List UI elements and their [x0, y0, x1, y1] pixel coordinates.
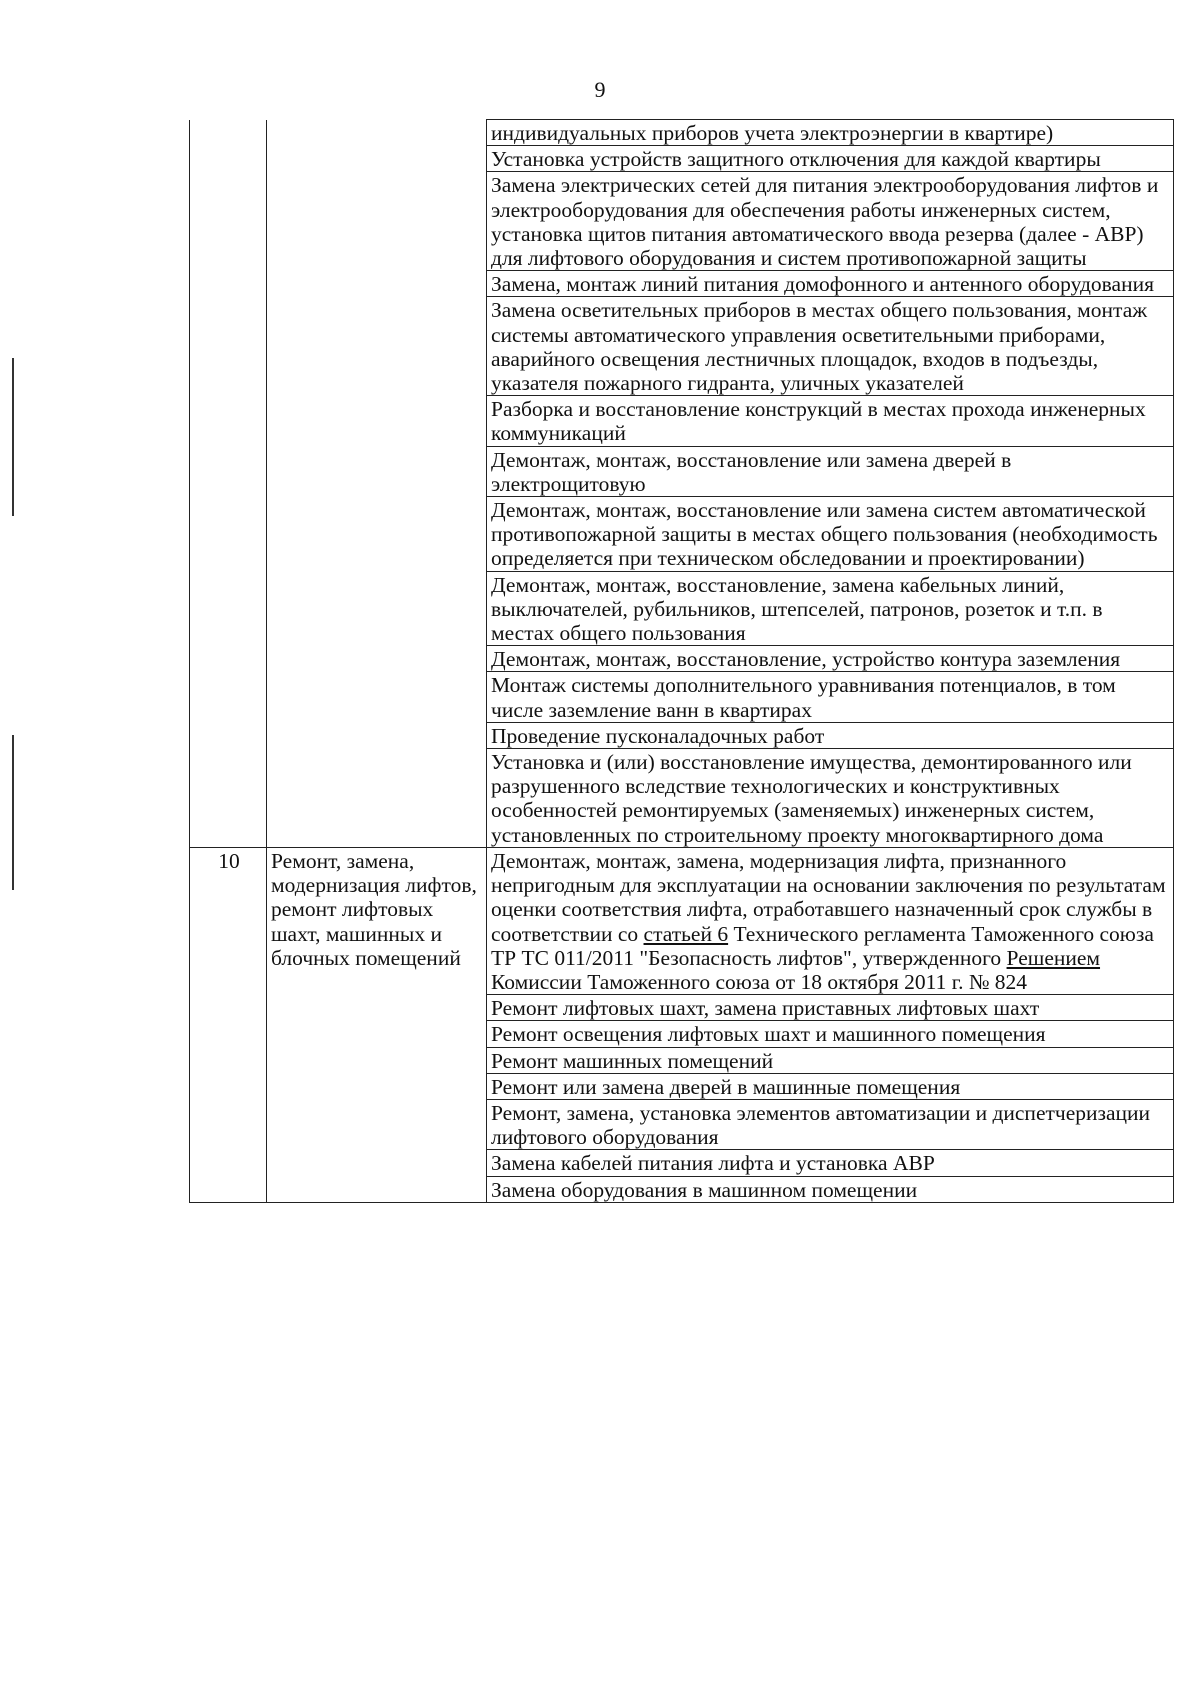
- work-cell: Проведение пусконаладочных работ: [487, 722, 1174, 748]
- work-cell: Демонтаж, монтаж, восстановление или замена дверей в электрощитовую: [487, 446, 1174, 496]
- work-cell: Замена осветительных приборов в местах общего пользования, монтаж системы автоматического управления осветительными приборами, аварийного освещения лестничных площадок, входов в подъезды, указателя пожарного гидранта, уличных указателей: [487, 297, 1174, 396]
- table-row: [190, 571, 1174, 646]
- work-cell: Замена, монтаж линий питания домофонного и антенного оборудования: [487, 271, 1174, 297]
- name-cell: [267, 120, 487, 146]
- scan-margin-mark: [12, 358, 14, 516]
- table-row: [190, 271, 1174, 297]
- work-cell: Ремонт освещения лифтовых шахт и машинного помещения: [487, 1021, 1174, 1047]
- work-cell: Установка устройств защитного отключения для каждой квартиры: [487, 146, 1174, 172]
- work-cell: Замена электрических сетей для питания электрооборудования лифтов и электрооборудования для обеспечения работы инженерных систем, установка щитов питания автоматического ввода резерва (далее - АВР) для лифтового оборудования и систем противопожарной защиты: [487, 172, 1174, 271]
- row-number: 10: [190, 847, 267, 1202]
- page-number: 9: [594, 77, 606, 102]
- table-row: [190, 646, 1174, 672]
- number-cell: [190, 120, 267, 146]
- work-cell: индивидуальных приборов учета электроэнергии в квартире): [487, 120, 1174, 146]
- table-row: [190, 497, 1174, 572]
- table-row: [190, 172, 1174, 271]
- work-cell: Ремонт или замена дверей в машинные помещения: [487, 1073, 1174, 1099]
- table-row: [190, 120, 1174, 146]
- table-row: [190, 396, 1174, 446]
- table-row: [190, 672, 1174, 722]
- table-row: [190, 297, 1174, 396]
- article-reference-link[interactable]: статьей 6: [643, 921, 729, 946]
- work-cell: Установка и (или) восстановление имущества, демонтированного или разрушенного вследствие технологических и конструктивных особенностей ремонтируемых (заменяемых) инженерных систем, установленных по строительному проекту многоквартирного дома: [487, 749, 1174, 848]
- work-cell: Демонтаж, монтаж, восстановление, устройство контура заземления: [487, 646, 1174, 672]
- work-cell: Замена кабелей питания лифта и установка АВР: [487, 1150, 1174, 1176]
- table-row: [190, 446, 1174, 496]
- work-cell: Ремонт машинных помещений: [487, 1047, 1174, 1073]
- work-type-name: Ремонт, замена, модернизация лифтов, ремонт лифтовых шахт, машинных и блочных помещений: [267, 847, 487, 1202]
- works-table: [189, 119, 1174, 1203]
- work-cell: Ремонт лифтовых шахт, замена приставных лифтовых шахт: [487, 995, 1174, 1021]
- work-cell: Ремонт, замена, установка элементов автоматизации и диспетчеризации лифтового оборудования: [487, 1099, 1174, 1149]
- scan-margin-mark: [12, 735, 14, 890]
- table-row: [190, 847, 1174, 994]
- work-cell: Демонтаж, монтаж, замена, модернизация лифта, признанного непригодным для эксплуатации на основании заключения по результатам оценки соответствия лифта, отработавшего назначенный срок службы в соответствии со статьей 6 Технического регламента Таможенного союза ТР ТС 011/2011 "Безопасность лифтов", утвержденного Решением Комиссии Таможенного союза от 18 октября 2011 г. № 824: [487, 847, 1174, 994]
- table-row: [190, 146, 1174, 172]
- work-cell: Демонтаж, монтаж, восстановление, замена кабельных линий, выключателей, рубильников, штепселей, патронов, розеток и т.п. в местах общего пользования: [487, 571, 1174, 646]
- decision-reference-link[interactable]: Решением: [1006, 945, 1101, 970]
- table-row: [190, 722, 1174, 748]
- work-cell: Замена оборудования в машинном помещении: [487, 1176, 1174, 1202]
- table-row: [190, 749, 1174, 848]
- work-cell: Монтаж системы дополнительного уравнивания потенциалов, в том числе заземление ванн в квартирах: [487, 672, 1174, 722]
- work-cell: Демонтаж, монтаж, восстановление или замена систем автоматической противопожарной защиты в местах общего пользования (необходимость определяется при техническом обследовании и проектировании): [487, 497, 1174, 572]
- work-cell: Разборка и восстановление конструкций в местах прохода инженерных коммуникаций: [487, 396, 1174, 446]
